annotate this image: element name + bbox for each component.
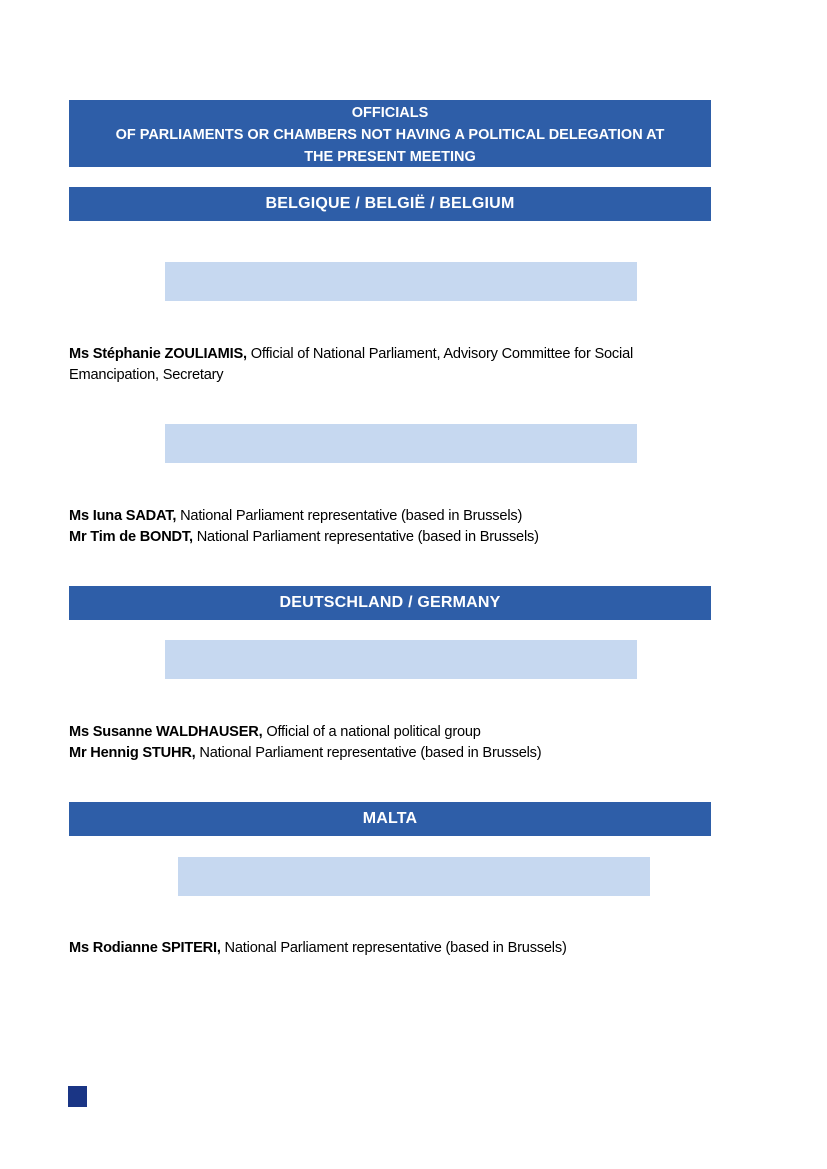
participant-entry xyxy=(69,938,709,959)
header-line-3: THE PRESENT MEETING xyxy=(304,148,476,165)
document-header-banner xyxy=(69,100,711,167)
participant-entry xyxy=(69,743,709,764)
participant-entry xyxy=(69,722,709,743)
participant-list xyxy=(69,722,709,763)
participant-role: National Parliament representative (based in Brussels) xyxy=(180,508,523,524)
country-title: DEUTSCHLAND / GERMANY xyxy=(279,594,501,611)
country-banner-malta xyxy=(69,802,711,836)
header-line-1: OFFICIALS xyxy=(351,104,429,121)
chamber-placeholder-box xyxy=(178,857,650,896)
footer-corner-square xyxy=(68,1086,87,1107)
participant-name: Ms Rodianne SPITERI, xyxy=(69,940,221,956)
chamber-placeholder-box xyxy=(165,424,637,463)
country-banner-germany xyxy=(69,586,711,620)
participant-name: Ms Iuna SADAT, xyxy=(69,508,177,524)
participant-name: Ms Susanne WALDHAUSER, xyxy=(69,724,263,740)
chamber-placeholder-box xyxy=(165,640,637,679)
participant-list xyxy=(69,938,709,959)
participant-list xyxy=(69,344,709,385)
country-title: BELGIQUE / BELGIË / BELGIUM xyxy=(265,195,515,212)
chamber-placeholder-box xyxy=(165,262,637,301)
participant-role: National Parliament representative (based in Brussels) xyxy=(199,744,542,761)
participant-name: Mr Hennig STUHR, xyxy=(69,744,196,761)
participant-name: Mr Tim de BONDT, xyxy=(69,528,193,545)
participant-role: National Parliament representative (based in Brussels) xyxy=(196,528,539,545)
participant-list xyxy=(69,506,709,547)
participant-entry xyxy=(69,344,709,385)
participant-role: Official of National Parliament, Advisory Committee for Social Emancipation, Secretary xyxy=(69,346,634,383)
participant-entry xyxy=(69,506,709,527)
country-banner-belgium xyxy=(69,187,711,221)
participant-entry xyxy=(69,527,709,548)
country-title: MALTA xyxy=(362,810,418,827)
participant-name: Ms Stéphanie ZOULIAMIS, xyxy=(69,346,247,362)
header-line-2: OF PARLIAMENTS OR CHAMBERS NOT HAVING A POLITICAL DELEGATION AT xyxy=(115,126,665,143)
participant-role: National Parliament representative (based in Brussels) xyxy=(224,940,567,956)
participant-role: Official of a national political group xyxy=(266,724,481,740)
